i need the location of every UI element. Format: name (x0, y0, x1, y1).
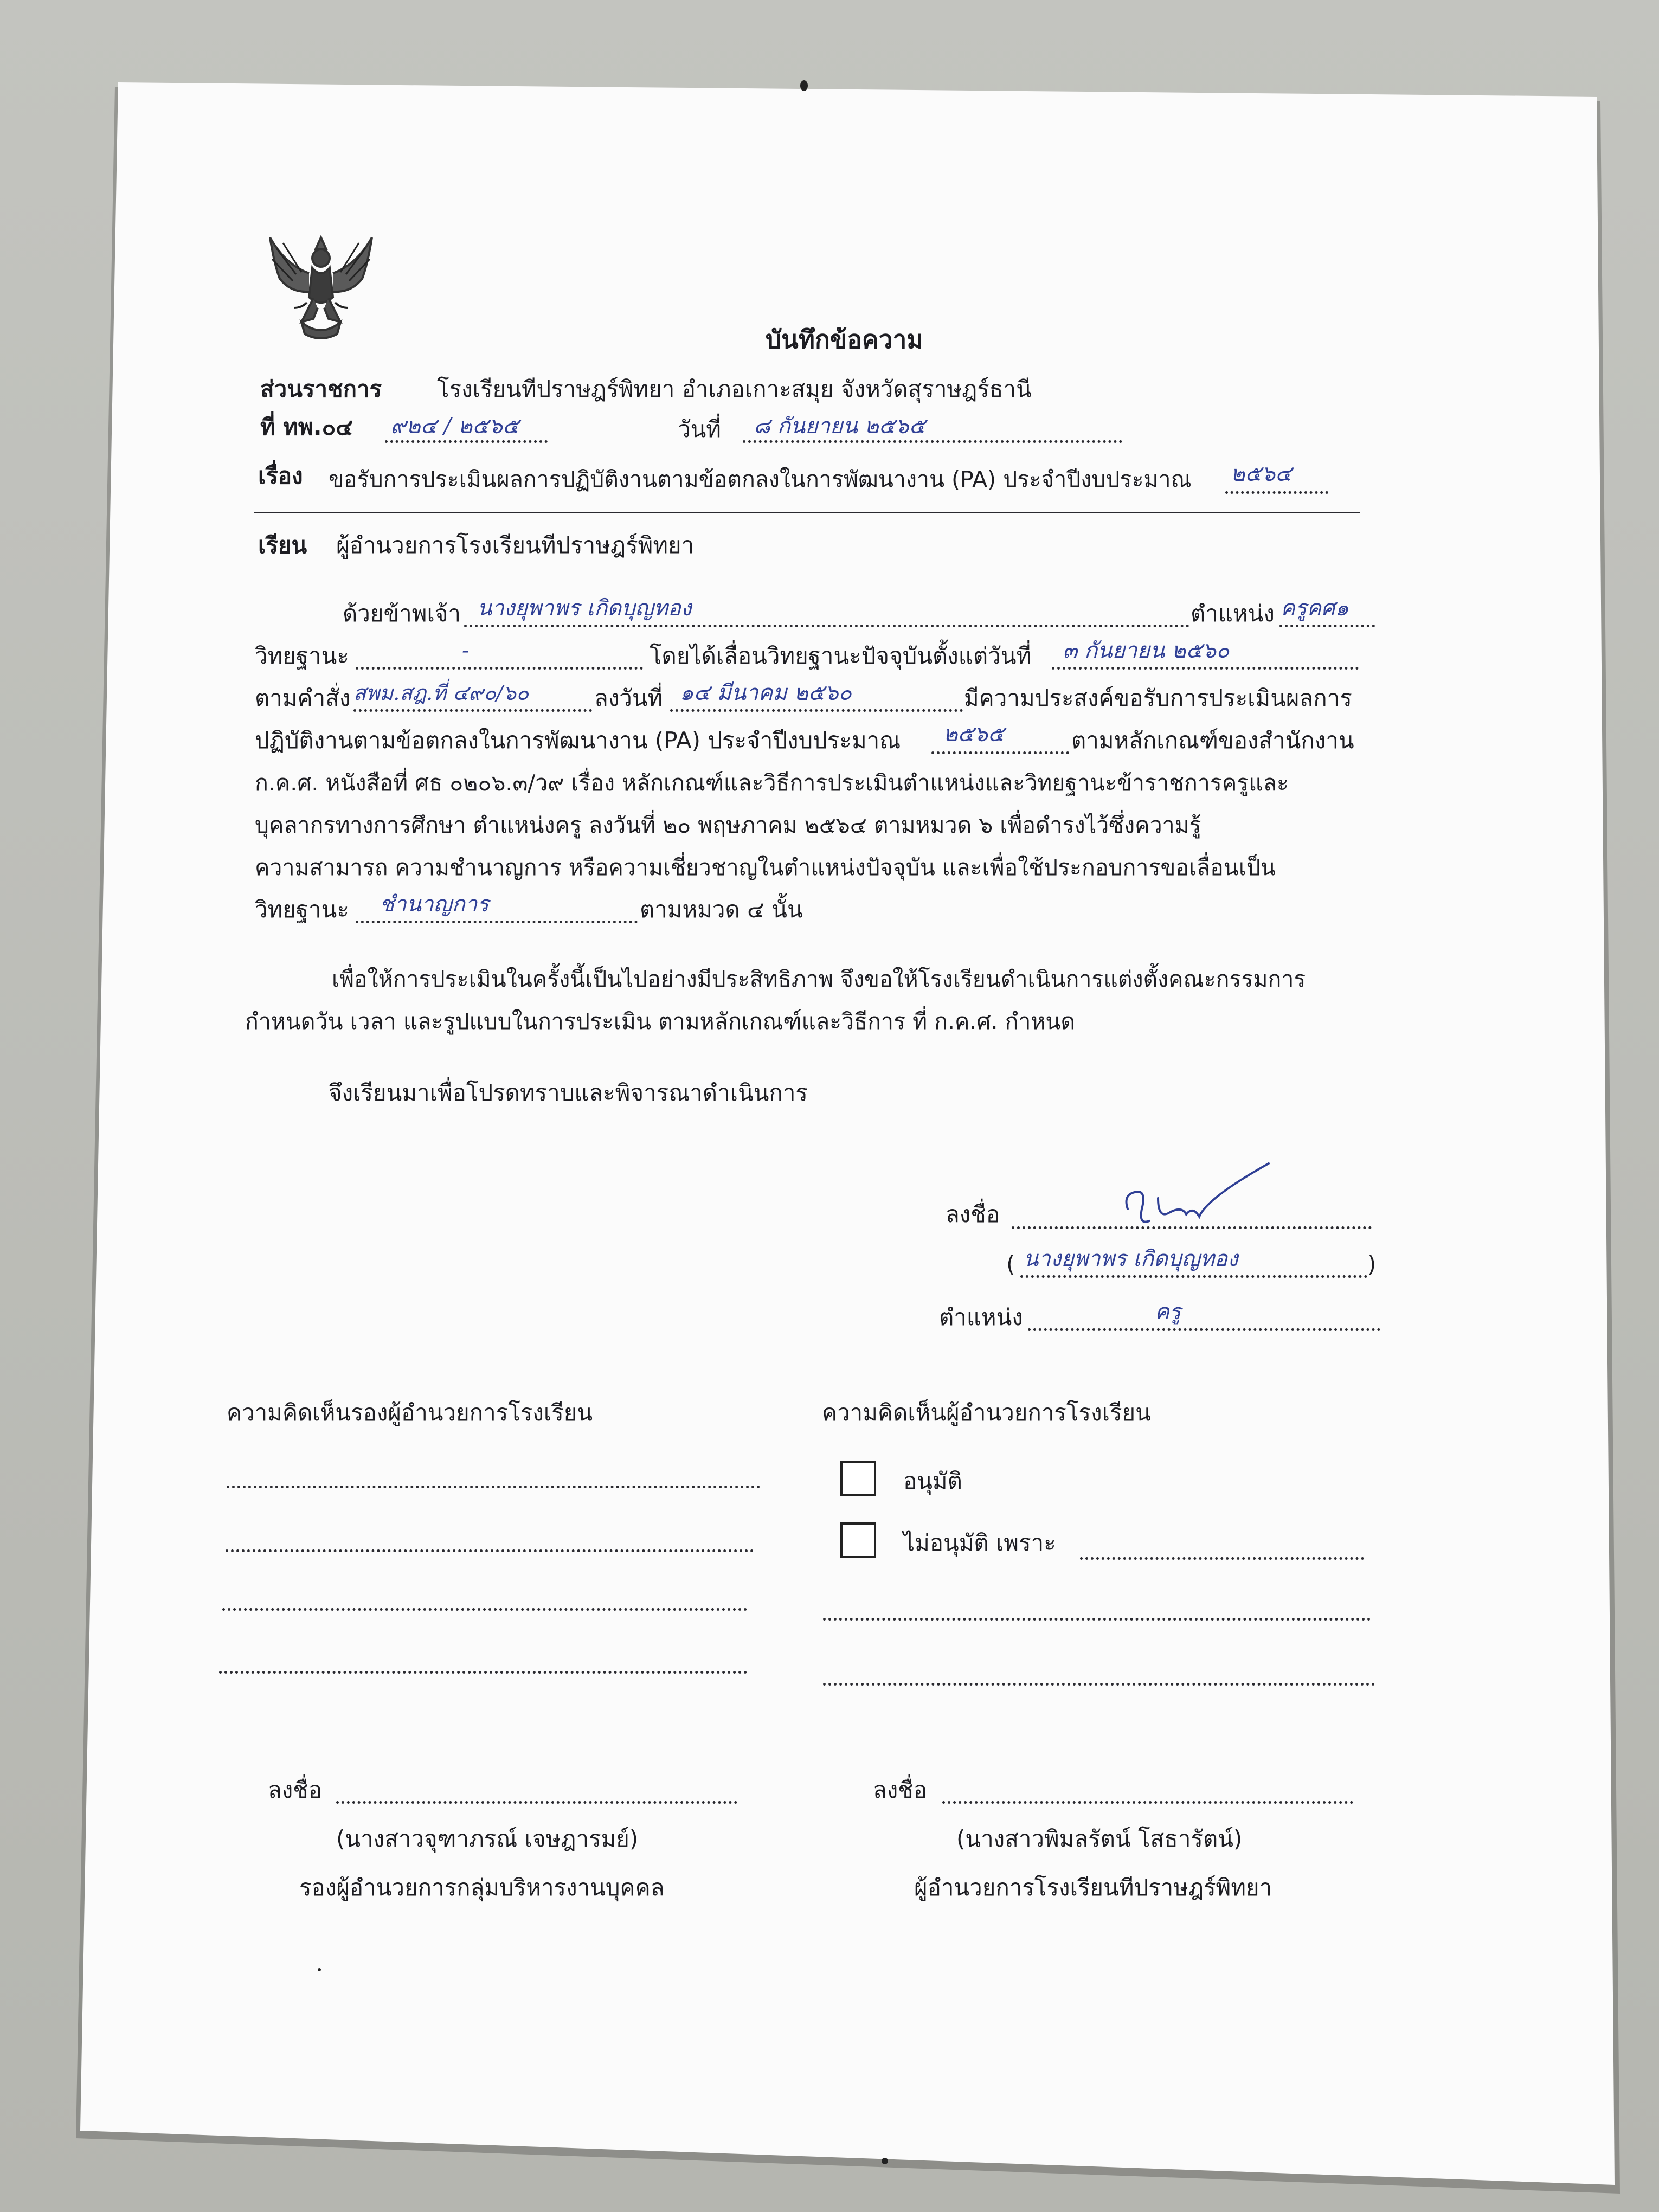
applicant-open-paren: ( (1006, 1251, 1015, 1277)
staple-mark (800, 80, 808, 91)
paper-speck (318, 1968, 321, 1971)
closing-line: จึงเรียนมาเพื่อโปรดทราบและพิจารณาดำเนินการ (329, 1079, 808, 1106)
applicant-position-label: ตำแหน่ง (939, 1304, 1023, 1330)
deputy-opinion-line2 (226, 1549, 754, 1552)
body-line2-prefix: วิทยฐานะ (255, 642, 349, 669)
body-line3-middle: ลงวันที่ (594, 685, 663, 711)
date-dotline (743, 440, 1122, 443)
body-line4-suffix: ตามหลักเกณฑ์ของสำนักงาน (1071, 727, 1354, 754)
garuda-emblem-icon (263, 227, 378, 344)
date-value: ๘ กันยายน ๒๕๖๕ (754, 414, 925, 439)
agency-value: โรงเรียนทีปราษฎร์พิทยา อำเภอเกาะสมุย จังหวัดสุราษฎร์ธานี (437, 376, 1032, 402)
applicant-printed-name: นางยุพาพร เกิดบุญทอง (1024, 1246, 1238, 1271)
applicant-position-dotline (1028, 1328, 1380, 1331)
target-standing-dotline (356, 921, 638, 923)
applicant-position-field: ครู (1155, 1300, 1181, 1324)
director-printed-name: (นางสาวพิมลรัตน์ โสธารัตน์) (956, 1825, 1243, 1852)
order-number-field: สพม.สฎ.ที่ ๔๙๐/๖๐ (353, 681, 529, 705)
subject-text: ขอรับการประเมินผลการปฏิบัติงานตามข้อตกลงในการพัฒนางาน (PA) ประจำปีงบประมาณ (329, 466, 1192, 492)
position-label: ตำแหน่ง (1191, 600, 1275, 627)
deputy-position: รองผู้อำนวยการกลุ่มบริหารงานบุคคล (299, 1874, 665, 1901)
director-opinion-heading: ความคิดเห็นผู้อำนวยการโรงเรียน (822, 1399, 1151, 1426)
body-line2-middle: โดยได้เลื่อนวิทยฐานะปัจจุบันตั้งแต่วันที่ (650, 642, 1032, 669)
deputy-printed-name: (นางสาวจุฑาภรณ์ เจษฎารมย์) (336, 1825, 639, 1852)
deputy-opinion-line4 (219, 1671, 747, 1674)
date-label: วันที่ (678, 416, 721, 442)
fiscal-year-field: ๒๕๖๕ (943, 722, 1005, 747)
subject-year: ๒๕๖๔ (1231, 461, 1292, 486)
applicant-name-dotline (1020, 1275, 1367, 1278)
agency-label: ส่วนราชการ (260, 376, 382, 402)
name-dotline (464, 625, 1189, 627)
position-field: ครูคศ๑ (1281, 596, 1349, 621)
deputy-opinion-heading: ความคิดเห็นรองผู้อำนวยการโรงเรียน (227, 1399, 593, 1426)
body-line3-suffix: มีความประสงค์ขอรับการประเมินผลการ (964, 685, 1352, 711)
subject-dotline (1225, 491, 1328, 494)
ref-number: ๙๒๔ / ๒๕๖๕ (390, 414, 519, 439)
applicant-name-field: นางยุพาพร เกิดบุญทอง (477, 596, 692, 621)
order-date-dotline (670, 709, 963, 712)
ref-label: ที่ ทพ.๐๔ (260, 414, 353, 440)
body-line3-prefix: ตามคำสั่ง (255, 685, 351, 711)
director-position: ผู้อำนวยการโรงเรียนทีปราษฎร์พิทยา (914, 1874, 1272, 1901)
target-standing-field: ชำนาญการ (380, 892, 489, 917)
body-line5: ก.ค.ศ. หนังสือที่ ศธ ๐๒๐๖.๓/ว๙ เรื่อง หลักเกณฑ์และวิธีการประเมินตำแหน่งและวิทยฐานะข้าราชการครูและ (255, 770, 1289, 796)
applicant-sign-label: ลงชื่อ (946, 1201, 1000, 1227)
applicant-sign-dotline (1012, 1226, 1372, 1229)
approve-checkbox[interactable] (840, 1461, 876, 1496)
director-opinion-line2 (823, 1683, 1375, 1686)
director-sign-label: ลงชื่อ (873, 1777, 927, 1803)
director-opinion-line1 (823, 1618, 1371, 1621)
deputy-opinion-line1 (227, 1486, 760, 1488)
applicant-signature (1106, 1160, 1290, 1242)
ref-dotline (385, 440, 548, 443)
fiscal-year-dotline (931, 751, 1069, 754)
body-line8-prefix: วิทยฐานะ (255, 896, 349, 923)
para2-line1: เพื่อให้การประเมินในครั้งนี้เป็นไปอย่างมีประสิทธิภาพ จึงขอให้โรงเรียนดำเนินการแต่งตั้งคณะกรรมการ (332, 966, 1306, 992)
promotion-date-field: ๓ กันยายน ๒๕๖๐ (1063, 638, 1230, 663)
deputy-opinion-line3 (222, 1608, 747, 1611)
promotion-date-dotline (1052, 667, 1359, 670)
body-line4-prefix: ปฏิบัติงานตามข้อตกลงในการพัฒนางาน (PA) ประจำปีงบประมาณ (255, 727, 901, 754)
body-line1-prefix: ด้วยข้าพเจ้า (343, 600, 461, 627)
body-line6: บุคลากรทางการศึกษา ตำแหน่งครู ลงวันที่ ๒๐ พฤษภาคม ๒๕๖๔ ตามหมวด ๖ เพื่อดำรงไว้ซึ่งความรู้ (255, 812, 1201, 838)
approve-label: อนุมัติ (903, 1468, 962, 1494)
academic-standing-field: - (462, 638, 470, 663)
order-date-field: ๑๔ มีนาคม ๒๕๖๐ (680, 680, 852, 705)
header-divider (254, 512, 1360, 513)
reject-label: ไม่อนุมัติ เพราะ (903, 1529, 1056, 1556)
to-label: เรียน (258, 532, 307, 558)
deputy-sign-label: ลงชื่อ (268, 1777, 322, 1803)
order-no-dotline (353, 709, 592, 712)
position-dotline (1279, 625, 1375, 627)
subject-label: เรื่อง (258, 462, 303, 489)
memo-heading: บันทึกข้อความ (766, 325, 923, 354)
body-line7: ความสามารถ ความชำนาญการ หรือความเชี่ยวชาญในตำแหน่งปัจจุบัน และเพื่อใช้ประกอบการขอเลื่อนเป็น (255, 854, 1276, 880)
reject-checkbox[interactable] (840, 1522, 876, 1558)
paper-speck (882, 2158, 888, 2164)
para2-line2: กำหนดวัน เวลา และรูปแบบในการประเมิน ตามหลักเกณฑ์และวิธีการ ที่ ก.ค.ศ. กำหนด (245, 1008, 1076, 1034)
body-line8-suffix: ตามหมวด ๔ นั้น (640, 896, 803, 923)
deputy-sign-dotline (336, 1801, 737, 1804)
director-sign-dotline (942, 1801, 1353, 1804)
reject-reason-dotline (1080, 1557, 1364, 1560)
applicant-close-paren: ) (1367, 1251, 1377, 1277)
standing-dotline (356, 667, 643, 670)
to-value: ผู้อำนวยการโรงเรียนทีปราษฎร์พิทยา (336, 532, 695, 558)
